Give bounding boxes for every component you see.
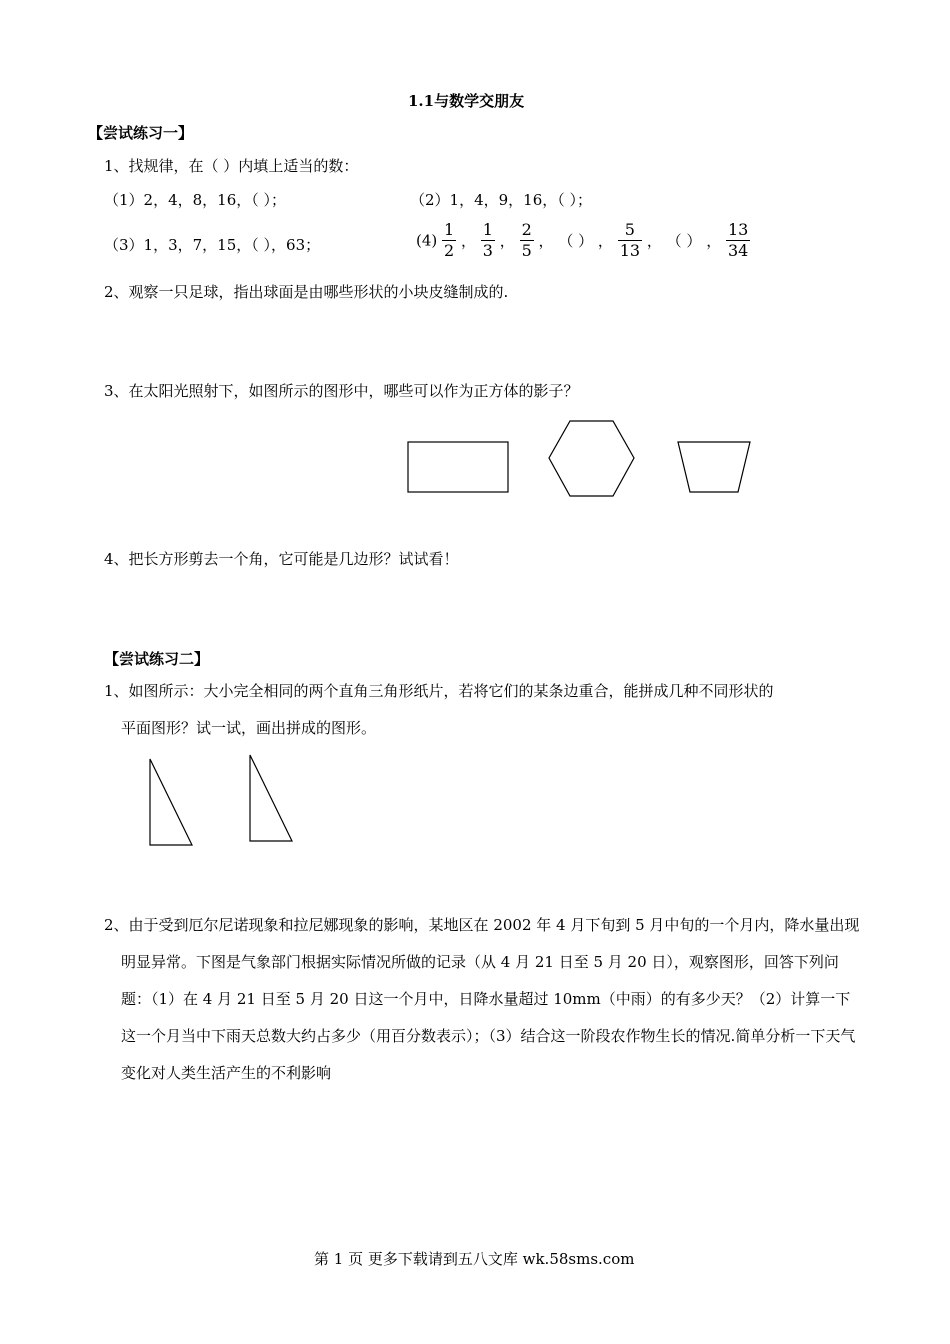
section-header-1: 【尝试练习一】 [88, 124, 194, 142]
fraction-3: $\frac{2}{5}$ [521, 220, 532, 260]
q1-part1: （1）2，4，8，16，（ ）； [104, 191, 287, 209]
trapezoid-shape [678, 442, 750, 492]
fraction-5: $\frac{13}{34}$ [727, 220, 749, 260]
page-footer: 第 1 页 更多下载请到五八文库 wk.58sms.com [314, 1250, 635, 1268]
q1-prompt: 1、找规律，在（ ）内填上适当的数： [104, 157, 359, 175]
rectangle-shape [408, 442, 508, 492]
s2-q1-line1: 1、如图所示：大小完全相同的两个直角三角形纸片，若将它们的某条边重合，能拼成几种不同形状的 [104, 682, 774, 700]
q1-part4: (4) $\frac{1}{2}$ ， $\frac{1}{3}$ ， $\frac{2}{5}$ ， （ ） ， $\frac{5}{13}$ ， （ ） ， $\frac{13}{34}$ [416, 220, 749, 260]
s2-q2-paragraph: 2、由于受到厄尔尼诺现象和拉尼娜现象的影响，某地区在 2002 年 4 月下旬到 5 月中旬的一个月内，降水量出现明显异常。下图是气象部门根据实际情况所做的记录（从 4 月 21 日至 5 月 20 日），观察图形，回答下列问题：（1）在 4 月 21 日至 5 月 20 日这一个月中，日降水量超过 10mm（中雨）的有多少天？（2）计算一下这一个月当中下雨天总数大约占多少（用百分数表示）；（3）结合这一阶段农作物生长的情况.简单分析一下天气变化对人类生活产生的不利影响 [104, 916, 860, 1082]
q1-part4-prefix: (4) [416, 231, 438, 250]
q1-part2: （2）1，4，9，16，（ ）； [410, 191, 593, 209]
q4-text: 4、把长方形剪去一个角，它可能是几边形？试试看！ [104, 550, 459, 568]
s2-q1-line2: 平面图形？试一试，画出拼成的图形。 [121, 719, 377, 737]
fraction-1: $\frac{1}{2}$ [444, 220, 455, 260]
blank-2: （ ） [666, 232, 702, 250]
q1-part3: （3）1，3，7，15，（ ），63； [104, 236, 321, 254]
hexagon-shape [549, 421, 634, 496]
fraction-4: $\frac{5}{13}$ [619, 220, 641, 260]
fraction-2: $\frac{1}{3}$ [482, 220, 493, 260]
right-triangle-2 [250, 755, 292, 841]
q3-text: 3、在太阳光照射下，如图所示的图形中，哪些可以作为正方体的影子？ [104, 382, 579, 400]
blank-1: （ ） [558, 232, 594, 250]
q2-text: 2、观察一只足球，指出球面是由哪些形状的小块皮缝制成的. [104, 283, 509, 301]
right-triangle-1 [150, 759, 192, 845]
page-title: 1.1与数学交朋友 [408, 92, 525, 110]
section-header-2: 【尝试练习二】 [104, 650, 210, 668]
